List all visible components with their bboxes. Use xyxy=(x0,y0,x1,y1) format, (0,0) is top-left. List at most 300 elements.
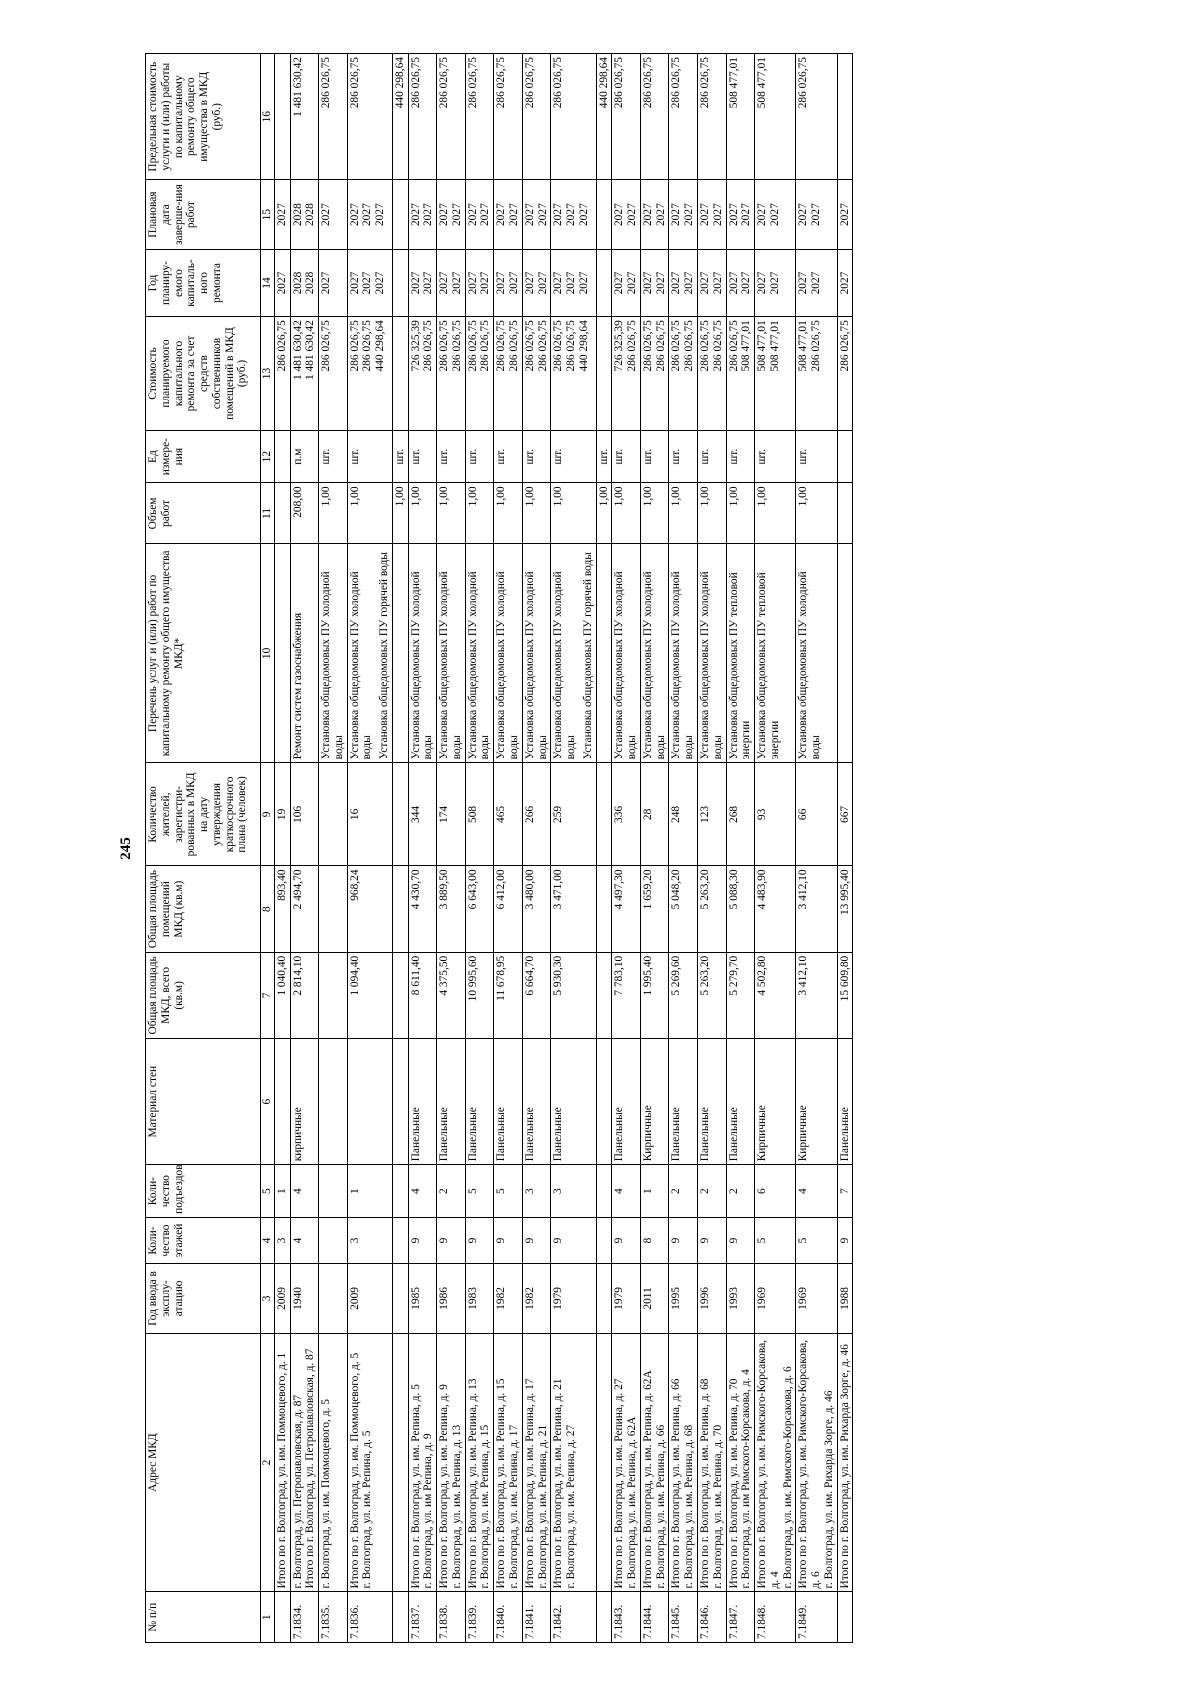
repair-plan-table xyxy=(145,53,853,1643)
unit-text: шт. xyxy=(409,448,422,465)
unit xyxy=(274,430,290,483)
premises-area xyxy=(522,866,551,952)
residents-count xyxy=(837,763,853,866)
repair-cost xyxy=(347,317,392,431)
work-volume xyxy=(392,483,408,544)
end-date-value: 2027 xyxy=(711,203,724,227)
limit-cost-text: 286 026,75 xyxy=(641,57,654,109)
premises-area-text: 3 480,00 xyxy=(523,869,536,910)
end-date xyxy=(697,180,726,249)
limit-cost xyxy=(837,54,853,180)
row-number xyxy=(697,1592,726,1643)
works-list xyxy=(796,544,837,763)
address-line: г. Волгоград, ул. им. Репина, д. 17 xyxy=(508,1424,521,1589)
planned-year xyxy=(392,249,408,316)
address-cell xyxy=(755,1333,796,1592)
residents-count-text: 16 xyxy=(348,808,361,821)
column-header: Материал стен xyxy=(146,1039,261,1165)
row-number-text: 7.1842. xyxy=(552,1604,565,1639)
repair-cost-value: 286 026,75 xyxy=(810,320,823,372)
work-volume xyxy=(465,483,494,544)
limit-cost-text: 286 026,75 xyxy=(348,57,361,109)
address-line: Итого по г. Волгоград, ул. им. Римского-Корсакова, д. 6 xyxy=(797,1340,823,1589)
limit-cost-text: 508 477,01 xyxy=(756,57,769,109)
wall-material-text: Панельные xyxy=(466,1107,479,1162)
works-list xyxy=(551,544,596,763)
planned-year-value: 2027 xyxy=(438,271,451,295)
work-item: Установка общедомовых ПУ холодной воды xyxy=(613,571,639,760)
wall-material xyxy=(726,1039,755,1165)
repair-cost xyxy=(437,317,466,431)
column-header: Коли-чество этажей xyxy=(146,1217,261,1263)
work-item: Установка общедомовых ПУ горячей воды xyxy=(581,552,594,760)
year-built xyxy=(640,1264,669,1333)
premises-area xyxy=(274,866,290,952)
premises-area xyxy=(319,866,348,952)
end-date-value: 2027 xyxy=(756,203,769,227)
end-date-value: 2027 xyxy=(768,203,781,227)
entrances-count-text: 2 xyxy=(698,1188,711,1194)
table-row xyxy=(726,54,755,1643)
wall-material-text: Панельные xyxy=(409,1107,422,1162)
wall-material-text: Кирпичные xyxy=(756,1105,769,1162)
end-date-value: 2027 xyxy=(698,203,711,227)
residents-count-text: 508 xyxy=(466,805,479,823)
planned-year xyxy=(669,249,698,316)
year-built xyxy=(551,1264,596,1333)
year-built xyxy=(522,1264,551,1333)
year-built-text: 1969 xyxy=(797,1287,810,1310)
address-line: г. Волгоград, ул. им. Поммоцевого, д. 5 xyxy=(320,1399,333,1589)
residents-count xyxy=(290,763,319,866)
column-header: Количество жителей, зарегистри-рованных в МКД на дату утверждения краткосрочного плана (человек) xyxy=(146,763,261,866)
entrances-count xyxy=(612,1165,641,1218)
floors-count-text: 9 xyxy=(838,1237,851,1244)
repair-cost xyxy=(290,317,319,431)
residents-count-text: 248 xyxy=(670,805,683,823)
work-volume xyxy=(319,483,348,544)
column-header: Ед измере-ния xyxy=(146,430,261,483)
column-header: Предельная стоимость услуги и (или) работы по капитальному ремонту общего имущества в МКД (руб.) xyxy=(146,54,261,180)
wall-material-text: Панельные xyxy=(523,1107,536,1162)
total-area-text: 8 611,40 xyxy=(409,955,422,996)
repair-cost xyxy=(697,317,726,431)
total-area-text: 11 678,95 xyxy=(495,955,508,1001)
planned-year-value: 2027 xyxy=(768,271,781,295)
table-row xyxy=(640,54,669,1643)
table-row xyxy=(796,54,837,1643)
end-date xyxy=(612,180,641,249)
total-area xyxy=(319,952,348,1038)
year-built xyxy=(669,1264,698,1333)
column-number: 9 xyxy=(261,763,275,866)
planned-year-value: 2027 xyxy=(565,271,578,295)
premises-area xyxy=(697,866,726,952)
wall-material xyxy=(437,1039,466,1165)
residents-count-text: 106 xyxy=(291,805,304,823)
work-volume-text: 208,00 xyxy=(291,486,304,518)
entrances-count xyxy=(669,1165,698,1218)
planned-year-value: 2027 xyxy=(740,271,753,295)
row-number-text: 7.1848. xyxy=(756,1604,769,1639)
planned-year xyxy=(596,249,612,316)
works-list xyxy=(596,544,612,763)
unit xyxy=(726,430,755,483)
limit-cost-text: 1 481 630,42 xyxy=(291,57,304,117)
address-cell xyxy=(437,1333,466,1592)
limit-cost xyxy=(612,54,641,180)
works-list xyxy=(494,544,523,763)
floors-count xyxy=(319,1217,348,1263)
repair-cost-value: 286 026,75 xyxy=(727,320,740,372)
year-built-text: 1982 xyxy=(495,1287,508,1310)
row-number-text: 7.1836. xyxy=(348,1604,361,1639)
premises-area-text: 5 263,20 xyxy=(698,869,711,910)
entrances-count-text: 4 xyxy=(613,1188,626,1194)
planned-year xyxy=(437,249,466,316)
year-built xyxy=(596,1264,612,1333)
end-date xyxy=(669,180,698,249)
unit-text: шт. xyxy=(495,448,508,465)
planned-year xyxy=(837,249,853,316)
repair-cost xyxy=(522,317,551,431)
address-line: Итого по г. Волгоград, ул. им. Репина, д. 9 xyxy=(438,1384,451,1589)
unit-text: шт. xyxy=(597,448,610,465)
premises-area xyxy=(612,866,641,952)
repair-cost xyxy=(274,317,290,431)
wall-material xyxy=(669,1039,698,1165)
end-date xyxy=(596,180,612,249)
floors-count xyxy=(837,1217,853,1263)
address-line: г. Волгоград, ул. им Репина, д. 9 xyxy=(422,1433,435,1589)
entrances-count xyxy=(290,1165,319,1218)
row-number xyxy=(392,1592,408,1643)
unit-text: шт. xyxy=(613,448,626,465)
total-area-text: 5 269,60 xyxy=(670,955,683,996)
total-area xyxy=(837,952,853,1038)
premises-area-text: 6 643,00 xyxy=(466,869,479,910)
table-row xyxy=(612,54,641,1643)
planned-year xyxy=(465,249,494,316)
planned-year-value: 2027 xyxy=(450,271,463,295)
works-list xyxy=(522,544,551,763)
residents-count xyxy=(437,763,466,866)
row-number-text: 7.1840. xyxy=(495,1604,508,1639)
address-line: Итого по г. Волгоград, ул. им. Репина, д. 13 xyxy=(466,1378,479,1589)
repair-cost-value: 286 026,75 xyxy=(438,320,451,372)
entrances-count xyxy=(274,1165,290,1218)
floors-count-text: 5 xyxy=(797,1237,810,1244)
end-date xyxy=(755,180,796,249)
work-volume xyxy=(612,483,641,544)
address-line: Итого по г. Волгоград, ул. им. Репина, д. 15 xyxy=(495,1378,508,1589)
table-row xyxy=(437,54,466,1643)
total-area xyxy=(640,952,669,1038)
residents-count-text: 28 xyxy=(641,808,654,821)
works-list xyxy=(669,544,698,763)
repair-cost-value: 726 325,39 xyxy=(409,320,422,372)
end-date xyxy=(347,180,392,249)
work-item: Установка общедомовых ПУ холодной воды xyxy=(641,571,667,760)
residents-count xyxy=(640,763,669,866)
table-body xyxy=(274,54,853,1643)
column-number: 6 xyxy=(261,1039,275,1165)
planned-year-value: 2027 xyxy=(670,271,683,295)
row-number-text: 7.1849. xyxy=(797,1604,810,1639)
premises-area-text: 2 494,70 xyxy=(291,869,304,910)
work-volume-text: 1,00 xyxy=(698,486,711,507)
repair-cost xyxy=(465,317,494,431)
work-volume-text: 1,00 xyxy=(727,486,740,507)
total-area-text: 4 375,50 xyxy=(438,955,451,996)
planned-year xyxy=(640,249,669,316)
works-list xyxy=(347,544,392,763)
work-item: Установка общедомовых ПУ тепловой энергии xyxy=(756,572,781,760)
year-built-text: 1996 xyxy=(698,1287,711,1310)
repair-cost-value: 286 026,75 xyxy=(670,320,683,372)
works-list xyxy=(612,544,641,763)
address-line: г. Волгоград, ул. им. Репина, д. 5 xyxy=(361,1430,374,1589)
column-header: Год ввода в эксплу-атацию xyxy=(146,1264,261,1333)
planned-year-value: 2027 xyxy=(361,271,374,295)
repair-cost-value: 286 026,75 xyxy=(466,320,479,372)
year-built-text: 1979 xyxy=(552,1287,565,1310)
repair-cost-value: 286 026,75 xyxy=(711,320,724,372)
limit-cost xyxy=(640,54,669,180)
planned-year xyxy=(726,249,755,316)
end-date-value: 2027 xyxy=(626,203,639,227)
premises-area-text: 4 483,90 xyxy=(756,869,769,910)
address-cell xyxy=(274,1333,290,1592)
premises-area-text: 1 659,20 xyxy=(641,869,654,910)
end-date-value: 2027 xyxy=(422,203,435,227)
work-item: Установка общедомовых ПУ тепловой энергии xyxy=(727,572,753,760)
repair-cost-value: 286 026,75 xyxy=(508,320,521,372)
year-built-text: 1982 xyxy=(523,1287,536,1310)
limit-cost xyxy=(551,54,596,180)
residents-count xyxy=(796,763,837,866)
unit xyxy=(596,430,612,483)
total-area xyxy=(522,952,551,1038)
repair-cost-value: 726 325,39 xyxy=(613,320,626,372)
work-volume-text: 1,00 xyxy=(466,486,479,507)
planned-year-value: 2027 xyxy=(348,271,361,295)
entrances-count-text: 4 xyxy=(409,1188,422,1194)
row-number xyxy=(837,1592,853,1643)
table-row xyxy=(319,54,348,1643)
planned-year-value: 2027 xyxy=(508,271,521,295)
end-date-value: 2027 xyxy=(479,203,492,227)
year-built-text: 2009 xyxy=(348,1287,361,1310)
entrances-count-text: 1 xyxy=(275,1188,288,1194)
floors-count xyxy=(726,1217,755,1263)
address-line: г. Волгоград, ул. им. Рихарда Зорге, д. 46 xyxy=(822,1390,835,1589)
unit-text: шт. xyxy=(348,448,361,465)
entrances-count-text: 4 xyxy=(797,1188,810,1194)
work-volume-text: 1,00 xyxy=(523,486,536,507)
floors-count-text: 3 xyxy=(348,1237,361,1244)
work-volume xyxy=(697,483,726,544)
works-list xyxy=(290,544,319,763)
floors-count xyxy=(551,1217,596,1263)
residents-count-text: 19 xyxy=(275,808,288,821)
column-number: 3 xyxy=(261,1264,275,1333)
total-area xyxy=(796,952,837,1038)
wall-material xyxy=(596,1039,612,1165)
wall-material-text: Кирпичные xyxy=(641,1105,654,1162)
work-item: Установка общедомовых ПУ холодной воды xyxy=(698,571,724,760)
year-built xyxy=(726,1264,755,1333)
limit-cost-text: 508 477,01 xyxy=(727,57,740,109)
planned-year-value: 2027 xyxy=(536,271,549,295)
total-area-text: 5 263,20 xyxy=(698,955,711,996)
premises-area xyxy=(392,866,408,952)
row-number-text: 7.1834. xyxy=(291,1604,304,1639)
floors-count-text: 9 xyxy=(523,1237,536,1244)
work-volume xyxy=(274,483,290,544)
entrances-count-text: 1 xyxy=(641,1188,654,1194)
premises-area xyxy=(408,866,437,952)
repair-cost xyxy=(551,317,596,431)
planned-year-value: 2027 xyxy=(479,271,492,295)
unit xyxy=(465,430,494,483)
year-built xyxy=(465,1264,494,1333)
premises-area-text: 5 048,20 xyxy=(670,869,683,910)
total-area xyxy=(596,952,612,1038)
entrances-count-text: 2 xyxy=(727,1188,740,1194)
total-area-text: 1 995,40 xyxy=(641,955,654,996)
year-built-text: 1988 xyxy=(838,1287,851,1310)
work-volume-text: 1,00 xyxy=(552,486,565,507)
premises-area xyxy=(437,866,466,952)
residents-count xyxy=(726,763,755,866)
year-built xyxy=(347,1264,392,1333)
year-built xyxy=(612,1264,641,1333)
repair-cost-value: 286 026,75 xyxy=(450,320,463,372)
column-header: Год планиру-емого капиталь-ного ремонта xyxy=(146,249,261,316)
row-number xyxy=(596,1592,612,1643)
table-row xyxy=(494,54,523,1643)
wall-material xyxy=(697,1039,726,1165)
end-date xyxy=(522,180,551,249)
end-date-value: 2027 xyxy=(466,203,479,227)
work-item: Ремонт систем газоснабжения xyxy=(291,612,304,760)
entrances-count xyxy=(755,1165,796,1218)
wall-material-text: Панельные xyxy=(838,1107,851,1162)
work-volume xyxy=(726,483,755,544)
work-volume xyxy=(437,483,466,544)
works-list xyxy=(437,544,466,763)
work-volume-text: 1,00 xyxy=(393,486,406,507)
residents-count xyxy=(408,763,437,866)
entrances-count xyxy=(347,1165,392,1218)
table-row xyxy=(596,54,612,1643)
floors-count xyxy=(274,1217,290,1263)
work-volume-text: 1,00 xyxy=(670,486,683,507)
limit-cost-text: 286 026,75 xyxy=(438,57,451,109)
wall-material xyxy=(274,1039,290,1165)
unit-text: шт. xyxy=(552,448,565,465)
address-line: Итого по г. Волгоград, ул. им. Поммоцевого, д. 1 xyxy=(275,1352,288,1589)
repair-cost-value: 286 026,75 xyxy=(422,320,435,372)
limit-cost xyxy=(697,54,726,180)
premises-area xyxy=(465,866,494,952)
end-date-value: 2027 xyxy=(348,203,361,227)
wall-material-text: Панельные xyxy=(495,1107,508,1162)
entrances-count-text: 5 xyxy=(466,1188,479,1194)
repair-cost-value: 440 298,64 xyxy=(577,320,590,372)
address-cell xyxy=(347,1333,392,1592)
entrances-count-text: 4 xyxy=(291,1188,304,1194)
limit-cost-text: 286 026,75 xyxy=(466,57,479,109)
address-cell xyxy=(796,1333,837,1592)
end-date xyxy=(437,180,466,249)
column-header: Коли-чество подъездов xyxy=(146,1165,261,1218)
work-volume-text: 1,00 xyxy=(438,486,451,507)
unit xyxy=(796,430,837,483)
table-row xyxy=(290,54,319,1643)
end-date xyxy=(640,180,669,249)
address-cell xyxy=(408,1333,437,1592)
work-volume-text: 1,00 xyxy=(756,486,769,507)
year-built-text: 1995 xyxy=(670,1287,683,1310)
table-row xyxy=(669,54,698,1643)
end-date-value: 2027 xyxy=(320,203,333,227)
floors-count-text: 9 xyxy=(495,1237,508,1244)
work-volume-text: 1,00 xyxy=(797,486,810,507)
floors-count-text: 9 xyxy=(698,1237,711,1244)
work-volume xyxy=(669,483,698,544)
repair-cost-value: 286 026,75 xyxy=(654,320,667,372)
row-number xyxy=(551,1592,596,1643)
end-date xyxy=(494,180,523,249)
planned-year xyxy=(274,249,290,316)
repair-cost xyxy=(408,317,437,431)
limit-cost-text: 286 026,75 xyxy=(797,57,810,109)
row-number xyxy=(522,1592,551,1643)
repair-cost-value: 508 477,01 xyxy=(797,320,810,372)
row-number xyxy=(494,1592,523,1643)
end-date-value: 2027 xyxy=(374,203,387,227)
repair-cost xyxy=(319,317,348,431)
repair-cost-value: 286 026,75 xyxy=(838,320,851,372)
limit-cost xyxy=(437,54,466,180)
end-date-value: 2027 xyxy=(565,203,578,227)
year-built-text: 2009 xyxy=(275,1287,288,1310)
row-number xyxy=(319,1592,348,1643)
floors-count-text: 9 xyxy=(613,1237,626,1244)
column-header: Объем работ xyxy=(146,483,261,544)
planned-year xyxy=(551,249,596,316)
total-area xyxy=(465,952,494,1038)
end-date xyxy=(837,180,853,249)
planned-year-value: 2027 xyxy=(654,271,667,295)
residents-count-text: 266 xyxy=(523,805,536,823)
planned-year-value: 2027 xyxy=(683,271,696,295)
planned-year xyxy=(290,249,319,316)
table-row xyxy=(755,54,796,1643)
end-date-value: 2027 xyxy=(552,203,565,227)
address-line: Итого по г. Волгоград, ул. им. Репина, д. 21 xyxy=(552,1378,565,1589)
end-date-value: 2027 xyxy=(508,203,521,227)
unit-text: шт. xyxy=(438,448,451,465)
end-date xyxy=(392,180,408,249)
repair-cost-value: 286 026,75 xyxy=(320,320,333,372)
year-built-text: 1993 xyxy=(727,1287,740,1310)
limit-cost-text: 286 026,75 xyxy=(409,57,422,109)
table-row xyxy=(465,54,494,1643)
wall-material xyxy=(290,1039,319,1165)
